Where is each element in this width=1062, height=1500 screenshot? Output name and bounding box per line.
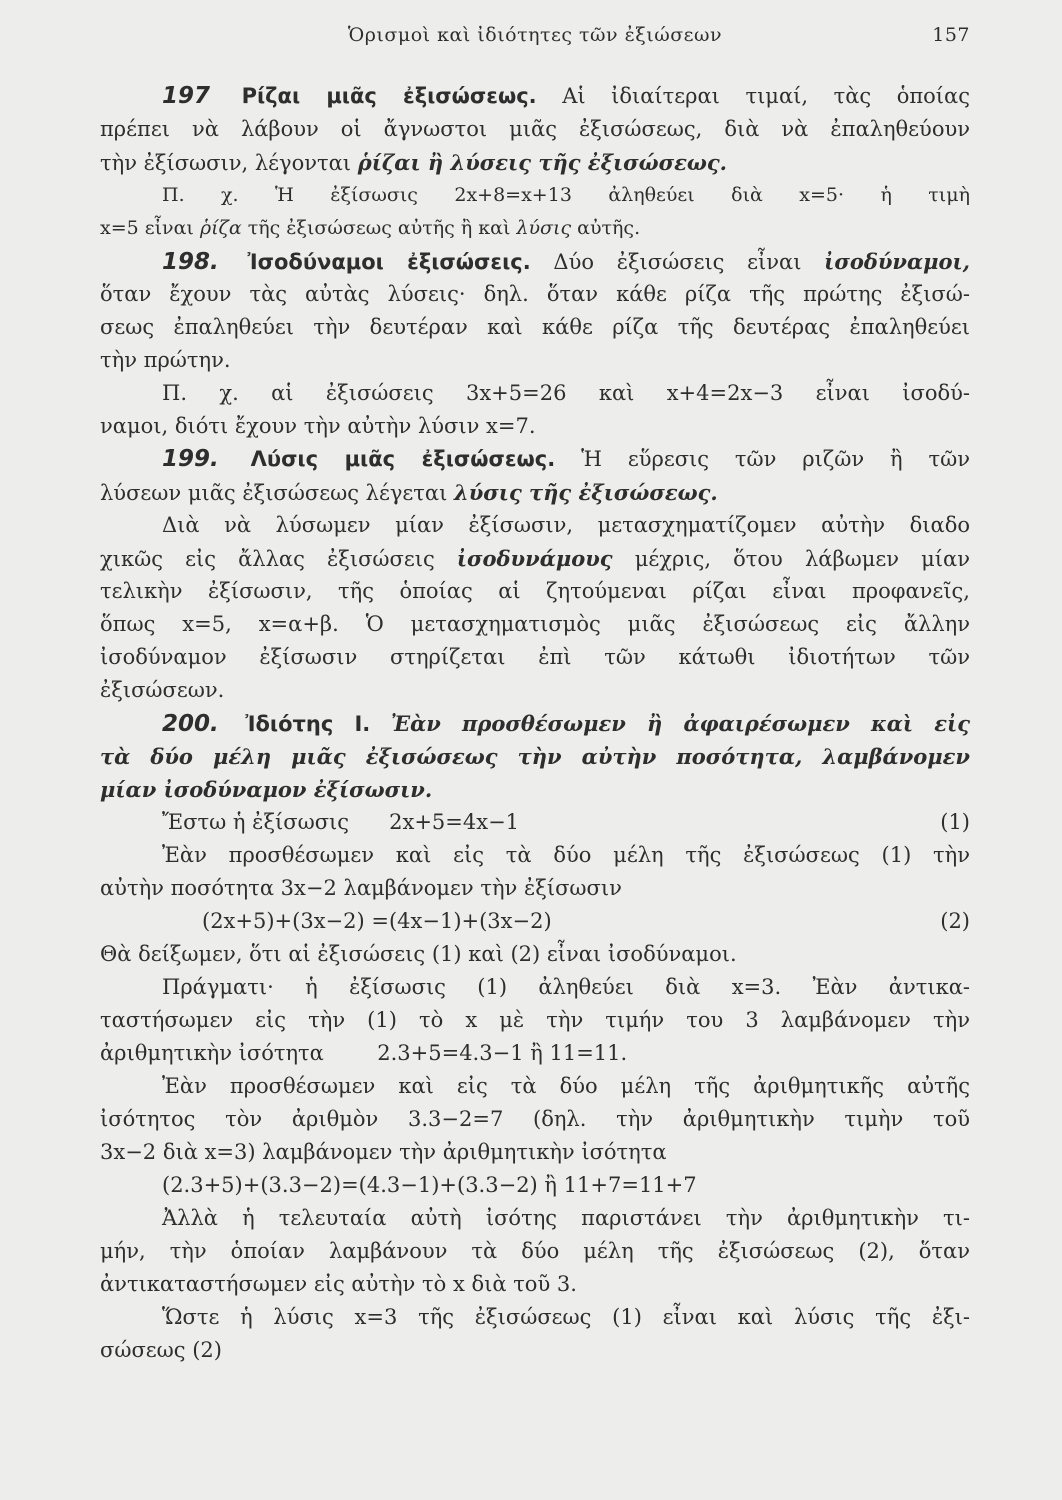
section-198-first-line [100, 245, 970, 278]
section-number: 197 [162, 83, 211, 109]
term: λύσις [516, 217, 572, 239]
text: Δύο ἐξισώσεις εἶναι [553, 250, 802, 274]
text: τὴν ἐξίσωσιν, λέγονται [100, 151, 352, 175]
text-line: Ἐὰν προσθέσωμεν καὶ εἰς τὰ δύο μέλη τῆς ἀριθμητικῆς αὐτῆς [162, 1074, 970, 1098]
section-199 [100, 443, 970, 707]
text-line: Πράγματι· ἡ ἐξίσωσις (1) ἀληθεύει διὰ x=3. Ἐὰν ἀντικα- [162, 975, 970, 999]
section-heading: Ἰδιότης I. [245, 712, 371, 736]
text-line: σεως ἐπαληθεύει τὴν δευτέραν καὶ κάθε ρίζα τῆς δευτέρας ἐπαληθεύει [100, 315, 970, 339]
text-line: τελικὴν ἐξίσωσιν, τῆς ὁποίας αἱ ζητούμεναι ρίζαι εἶναι προφανεῖς, [100, 579, 970, 603]
example-line [100, 212, 970, 245]
section-heading: Λύσις μιᾶς ἐξισώσεως. [250, 447, 556, 471]
numeric-equality: 2.3+5=4.3−1 ἢ 11=11. [377, 1041, 628, 1065]
section-200 [100, 707, 970, 1367]
equation-line: (2.3+5)+(3.3−2)=(4.3−1)+(3.3−2) ἢ 11+7=11+7 [162, 1173, 697, 1197]
text-line: Ἀλλὰ ἡ τελευταία αὐτὴ ἰσότης παριστάνει τὴν ἀριθμητικὴν τι- [162, 1206, 970, 1230]
equation-line [100, 905, 970, 938]
section-number: 198. [162, 249, 219, 275]
text-line [100, 542, 970, 575]
section-200-first-line [100, 707, 970, 740]
section-number: 199. [162, 446, 219, 472]
theorem-text: Ἐὰν προσθέσωμεν ἢ ἀφαιρέσωμεν καὶ εἰς [390, 711, 970, 736]
equation-line [100, 806, 970, 839]
text: αὐτῆς. [577, 217, 641, 239]
theorem-line: μίαν ἰσοδύναμον ἐξίσωσιν. [100, 777, 433, 802]
example-line: ναμοι, διότι ἔχουν τὴν αὐτὴν λύσιν x=7. [100, 414, 536, 438]
text: x=5 εἶναι [100, 217, 194, 239]
text-line: ταστήσωμεν εἰς τὴν (1) τὸ x μὲ τὴν τιμήν του 3 λαμβάνομεν τὴν [100, 1008, 970, 1032]
example-line: Π. χ. Ἡ ἐξίσωσις 2x+8=x+13 ἀληθεύει διὰ x=5· ἡ τιμὴ [162, 184, 970, 206]
running-head [100, 24, 970, 54]
text-line: ἐξισώσεων. [100, 678, 225, 702]
text: ἀριθμητικὴν ἰσότητα [100, 1041, 324, 1065]
page-number: 157 [932, 24, 970, 46]
text: χικῶς εἰς ἄλλας ἐξισώσεις [100, 547, 435, 571]
equation-2: (2x+5)+(3x−2) =(4x−1)+(3x−2) [202, 909, 552, 933]
text-line: Ἐὰν προσθέσωμεν καὶ εἰς τὰ δύο μέλη τῆς ἐξισώσεως (1) τὴν [162, 843, 970, 867]
defined-term: ἰσοδύναμοι, [824, 249, 970, 274]
text-line: ἰσότητος τὸν ἀριθμὸν 3.3−2=7 (δηλ. τὴν ἀριθμητικὴν τιμὴν τοῦ [100, 1107, 970, 1131]
equation-tag: (2) [940, 909, 970, 933]
text-line: 3x−2 διὰ x=3) λαμβάνομεν τὴν ἀριθμητικὴν ἰσότητα [100, 1140, 667, 1164]
text-line: τὴν πρώτην. [100, 348, 231, 372]
section-heading: Ρίζαι μιᾶς ἐξισώσεως. [241, 84, 537, 108]
text-line: πρέπει νὰ λάβουν οἱ ἄγνωστοι μιᾶς ἐξισώσεως, διὰ νὰ ἐπαληθεύουν [100, 117, 970, 141]
text-line [100, 476, 970, 509]
theorem-line: τὰ δύο μέλη μιᾶς ἐξισώσεως τὴν αὐτὴν ποσότητα, λαμβάνομεν [100, 744, 970, 769]
text-line: Διὰ νὰ λύσωμεν μίαν ἐξίσωσιν, μετασχηματίζομεν αὐτὴν διαδο [162, 513, 970, 537]
section-number: 200. [162, 711, 219, 737]
section-199-first-line [100, 443, 970, 476]
text-line: ἰσοδύναμον ἐξίσωσιν στηρίζεται ἐπὶ τῶν κάτωθι ἰδιοτήτων τῶν [100, 645, 970, 669]
text: Αἱ ἰδιαίτεραι τιμαί, τὰς ὁποίας [562, 84, 970, 108]
text-line: ἀντικαταστήσωμεν εἰς αὐτὴν τὸ x διὰ τοῦ 3. [100, 1272, 577, 1296]
equation-1: 2x+5=4x−1 [389, 810, 520, 834]
term: ῥίζα [199, 217, 242, 239]
text: λύσεων μιᾶς ἐξισώσεως λέγεται [100, 481, 448, 505]
text: Ἔστω ἡ ἐξίσωσις [162, 810, 350, 834]
text-line: Θὰ δείξωμεν, ὅτι αἱ ἐξισώσεις (1) καὶ (2) εἶναι ἰσοδύναμοι. [100, 942, 737, 966]
section-heading: Ἰσοδύναμοι ἐξισώσεις. [247, 250, 531, 274]
section-197 [100, 80, 970, 245]
text-line [100, 146, 970, 179]
text-line: σώσεως (2) [100, 1338, 222, 1362]
text-line: μήν, τὴν ὁποίαν λαμβάνουν τὰ δύο μέλη τῆς ἐξισώσεως (2), ὅταν [100, 1239, 970, 1263]
text: μέχρις, ὅτου λάβωμεν μίαν [634, 547, 970, 571]
text-line: Ὥστε ἡ λύσις x=3 τῆς ἐξισώσεως (1) εἶναι καὶ λύσις τῆς ἐξι- [162, 1305, 970, 1329]
text-line [100, 1037, 970, 1070]
page-body [100, 80, 970, 1367]
equation-tag: (1) [940, 810, 970, 834]
defined-term: ῥίζαι ἢ λύσεις τῆς ἐξισώσεως. [357, 150, 727, 175]
example-line: Π. χ. αἱ ἐξισώσεις 3x+5=26 καὶ x+4=2x−3 εἶναι ἰσοδύ- [162, 381, 970, 405]
text-line: αὐτὴν ποσότητα 3x−2 λαμβάνομεν τὴν ἐξίσωσιν [100, 876, 622, 900]
defined-term: ἰσοδυνάμους [456, 546, 613, 571]
text-line: ὅταν ἔχουν τὰς αὐτὰς λύσεις· δηλ. ὅταν κάθε ρίζα τῆς πρώτης ἐξισώ- [100, 282, 970, 306]
defined-term: λύσις τῆς ἐξισώσεως. [454, 480, 718, 505]
text: τῆς ἐξισώσεως αὐτῆς ἢ καὶ [247, 217, 511, 239]
text-line: ὅπως x=5, x=α+β. Ὁ μετασχηματισμὸς μιᾶς ἐξισώσεως εἰς ἄλλην [100, 612, 970, 636]
section-197-first-line [100, 80, 970, 113]
running-head-title: Ὁρισμοὶ καὶ ἰδιότητες τῶν ἐξιώσεων [347, 24, 723, 46]
section-198 [100, 245, 970, 443]
text: Ἡ εὕρεσις τῶν ριζῶν ἢ τῶν [581, 447, 970, 471]
